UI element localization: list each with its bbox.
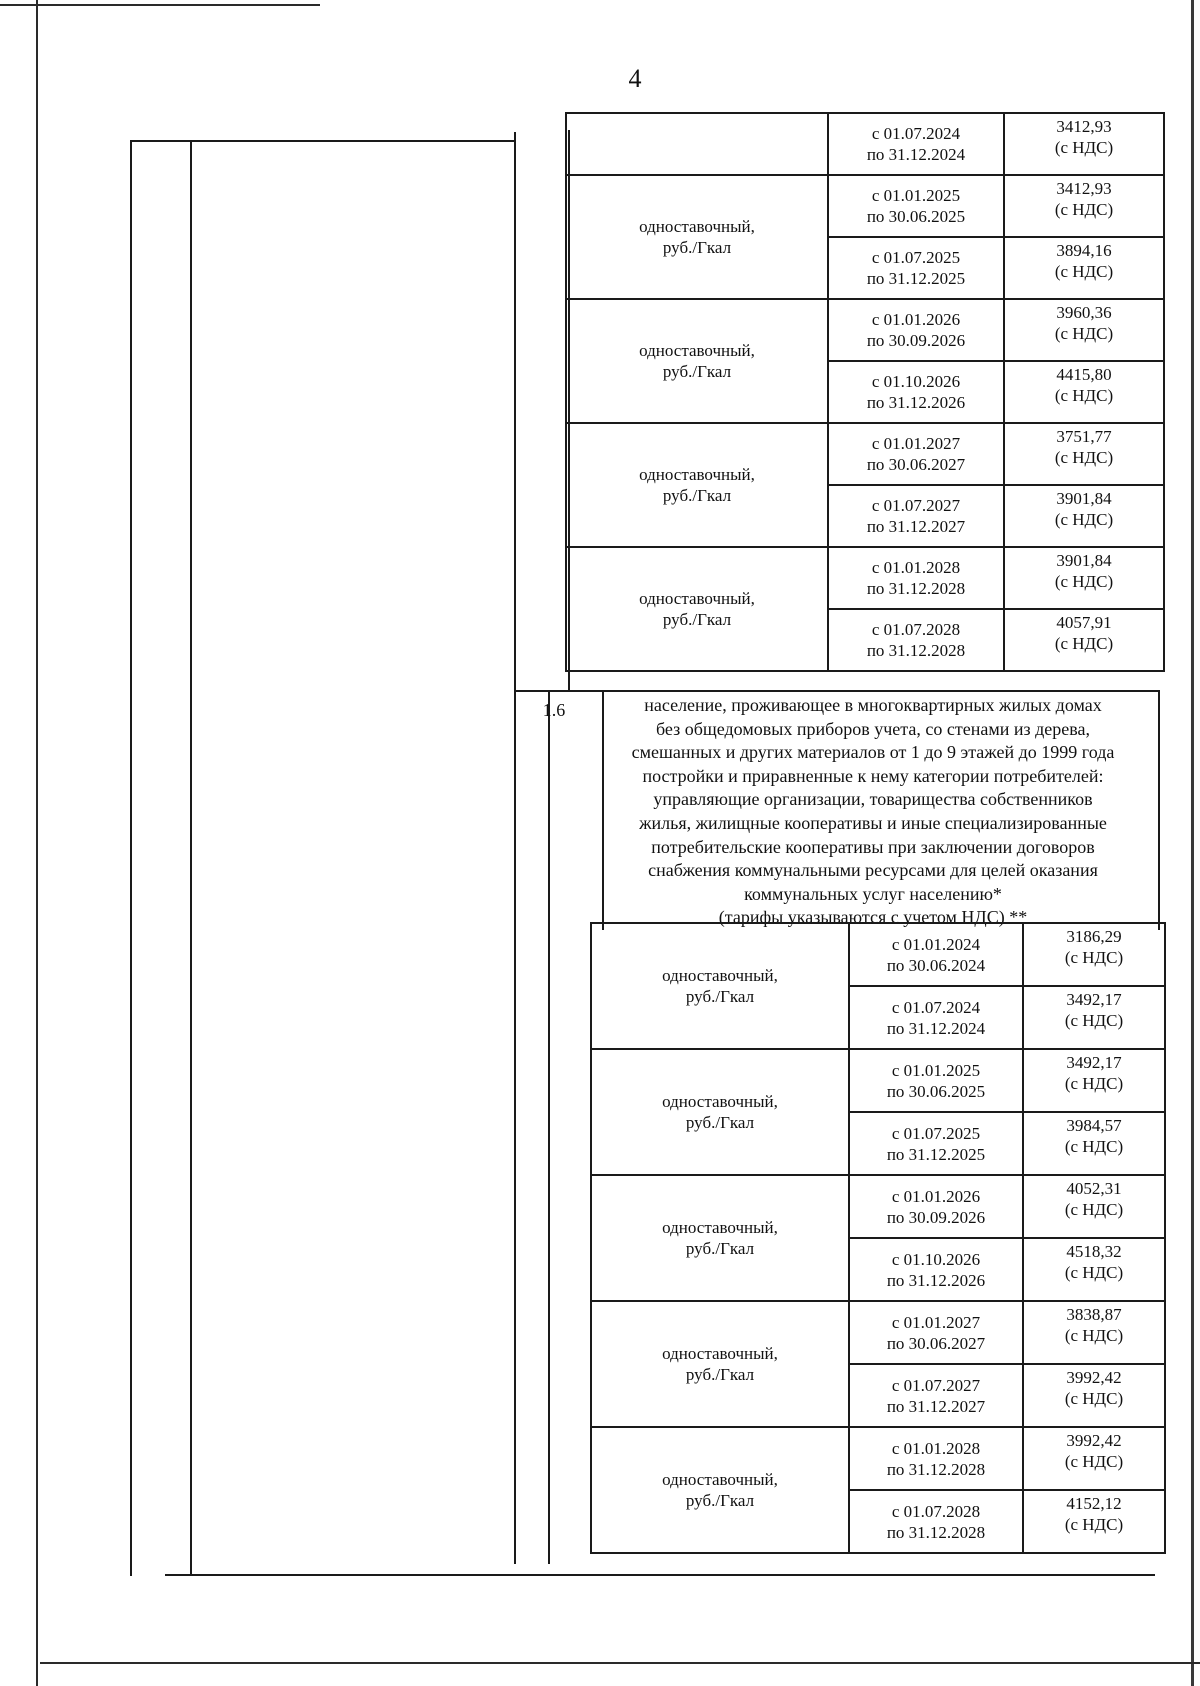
period-cell (849, 1049, 1023, 1112)
section-top-line (514, 690, 1160, 692)
scan-edge-bottom (40, 1662, 1200, 1664)
vat-note: (с НДС) (1064, 1200, 1124, 1219)
period-cell (849, 1238, 1023, 1301)
tariff-type-label: одноставочный, (639, 465, 755, 484)
period-cell (849, 1301, 1023, 1364)
tariff-type-cell (591, 1301, 849, 1427)
price-value: 4057,91 (1056, 613, 1112, 632)
section-description-line: коммунальных услуг населению* (744, 883, 1002, 904)
vat-note: (с НДС) (1054, 386, 1114, 405)
period-to: по 31.12.2027 (866, 517, 966, 536)
vat-note: (с НДС) (1054, 510, 1114, 529)
lower-tariff-table (590, 922, 1166, 1554)
period-from: с 01.01.2026 (871, 310, 961, 329)
period-cell (828, 423, 1004, 485)
price-value: 3901,84 (1056, 551, 1112, 570)
tariff-unit-label: руб./Гкал (685, 1113, 755, 1132)
section-description-line: (тарифы указываются с учетом НДС) ** (718, 907, 1028, 928)
price-value: 3960,36 (1056, 303, 1112, 322)
period-to: по 31.12.2026 (866, 393, 966, 412)
price-cell (1023, 923, 1165, 986)
period-to: по 30.06.2025 (886, 1081, 986, 1101)
vat-note: (с НДС) (1054, 448, 1114, 467)
price-value: 3838,87 (1066, 1305, 1122, 1324)
tariff-type-label: одноставочный, (662, 1218, 778, 1237)
vat-note: (с НДС) (1054, 138, 1114, 157)
page-number: 4 (628, 64, 642, 93)
frame-top-line (130, 140, 515, 142)
price-cell (1023, 1301, 1165, 1364)
period-from: с 01.07.2028 (891, 1501, 981, 1521)
period-cell (828, 609, 1004, 671)
period-to: по 30.09.2026 (866, 331, 966, 350)
period-cell (828, 547, 1004, 609)
table-row (566, 113, 1164, 175)
price-value: 4052,31 (1066, 1179, 1122, 1198)
tariff-type-label: одноставочный, (662, 1344, 778, 1363)
period-to: по 31.12.2024 (866, 145, 966, 164)
tariff-unit-label: руб./Гкал (662, 362, 732, 381)
vat-note: (с НДС) (1064, 1326, 1124, 1345)
price-value: 3751,77 (1056, 427, 1112, 446)
tariff-type-cell (566, 547, 828, 671)
scan-edge-left (36, 0, 38, 1686)
period-from: с 01.07.2025 (891, 1123, 981, 1143)
period-from: с 01.07.2027 (891, 1375, 981, 1395)
tariff-unit-label: руб./Гкал (685, 1491, 755, 1510)
period-cell (828, 175, 1004, 237)
tariff-unit-label: руб./Гкал (685, 1365, 755, 1384)
period-from: с 01.01.2025 (891, 1060, 981, 1080)
vat-note: (с НДС) (1054, 262, 1114, 281)
period-to: по 31.12.2028 (886, 1459, 986, 1479)
table-row (591, 1427, 1165, 1490)
price-cell (1023, 1427, 1165, 1490)
price-cell (1004, 485, 1164, 547)
tariff-unit-label: руб./Гкал (685, 987, 755, 1006)
tariff-type-cell (566, 113, 828, 175)
period-from: с 01.01.2024 (891, 934, 981, 954)
period-cell (828, 113, 1004, 175)
vat-note: (с НДС) (1064, 1389, 1124, 1408)
period-to: по 30.06.2027 (886, 1333, 986, 1353)
frame-col-line-5 (548, 692, 550, 1564)
price-cell (1023, 1238, 1165, 1301)
table-row (566, 299, 1164, 361)
period-from: с 01.01.2028 (871, 558, 961, 577)
section-description-line: управляющие организации, товарищества собственников (653, 789, 1093, 810)
vat-note: (с НДС) (1064, 1011, 1124, 1030)
tariff-unit-label: руб./Гкал (662, 238, 732, 257)
period-to: по 31.12.2028 (866, 641, 966, 660)
vat-note: (с НДС) (1054, 634, 1114, 653)
vat-note: (с НДС) (1064, 1137, 1124, 1156)
vat-note: (с НДС) (1054, 324, 1114, 343)
vat-note: (с НДС) (1054, 200, 1114, 219)
frame-col-line-3 (514, 132, 516, 1564)
tariff-type-cell (566, 299, 828, 423)
price-value: 3186,29 (1066, 927, 1122, 946)
period-cell (828, 237, 1004, 299)
price-cell (1004, 609, 1164, 671)
period-from: с 01.07.2025 (871, 248, 961, 267)
vat-note: (с НДС) (1064, 1452, 1124, 1471)
period-cell (828, 361, 1004, 423)
period-cell (849, 1112, 1023, 1175)
vat-note: (с НДС) (1064, 1074, 1124, 1093)
price-value: 3412,93 (1056, 117, 1112, 136)
period-from: с 01.01.2025 (871, 186, 961, 205)
table-row (566, 423, 1164, 485)
period-cell (849, 1490, 1023, 1553)
price-value: 3492,17 (1066, 1053, 1122, 1072)
tariff-type-cell (566, 175, 828, 299)
period-cell (849, 1364, 1023, 1427)
price-cell (1023, 1049, 1165, 1112)
tariff-type-label: одноставочный, (639, 217, 755, 236)
vat-note: (с НДС) (1064, 1263, 1124, 1282)
table-row (591, 1175, 1165, 1238)
period-to: по 31.12.2025 (886, 1144, 986, 1164)
price-cell (1004, 423, 1164, 485)
price-cell (1023, 1112, 1165, 1175)
vat-note: (с НДС) (1054, 572, 1114, 591)
scan-edge-right (1191, 0, 1194, 1686)
price-cell (1004, 299, 1164, 361)
period-from: с 01.10.2026 (891, 1249, 981, 1269)
tariff-type-label: одноставочный, (639, 341, 755, 360)
price-cell (1004, 547, 1164, 609)
price-value: 3894,16 (1056, 241, 1112, 260)
tariff-type-cell (566, 423, 828, 547)
tariff-type-label: одноставочный, (639, 589, 755, 608)
section-description (590, 694, 1156, 930)
section-description-line: потребительские кооперативы при заключении договоров (651, 836, 1095, 857)
price-cell (1023, 1490, 1165, 1553)
price-cell (1004, 361, 1164, 423)
price-cell (1023, 1175, 1165, 1238)
period-from: с 01.01.2027 (891, 1312, 981, 1332)
period-cell (828, 485, 1004, 547)
period-to: по 31.12.2028 (886, 1522, 986, 1542)
period-to: по 30.06.2024 (886, 955, 986, 975)
price-value: 3992,42 (1066, 1431, 1122, 1450)
period-from: с 01.07.2024 (871, 124, 961, 143)
section-description-line: жилья, жилищные кооперативы и иные специализированные (639, 812, 1107, 833)
tariff-type-cell (591, 1175, 849, 1301)
period-to: по 31.12.2026 (886, 1270, 986, 1290)
tariff-type-cell (591, 1427, 849, 1553)
section-number: 1.6 (542, 700, 566, 720)
price-value: 4518,32 (1066, 1242, 1122, 1261)
frame-bottom-line (165, 1574, 1155, 1576)
tariff-type-label: одноставочный, (662, 966, 778, 985)
table-row (591, 1301, 1165, 1364)
vat-note: (с НДС) (1064, 948, 1124, 967)
tariff-unit-label: руб./Гкал (685, 1239, 755, 1258)
tariff-type-label: одноставочный, (662, 1470, 778, 1489)
period-from: с 01.01.2026 (891, 1186, 981, 1206)
price-value: 4415,80 (1056, 365, 1112, 384)
table-row (566, 175, 1164, 237)
period-from: с 01.10.2026 (871, 372, 961, 391)
period-to: по 30.09.2026 (886, 1207, 986, 1227)
period-cell (849, 1427, 1023, 1490)
price-value: 3984,57 (1066, 1116, 1122, 1135)
tariff-type-cell (591, 923, 849, 1049)
scan-edge-top (0, 4, 320, 6)
price-cell (1004, 237, 1164, 299)
table-row (591, 1049, 1165, 1112)
period-cell (849, 986, 1023, 1049)
section-description-line: смешанных и других материалов от 1 до 9 этажей до 1999 года (631, 742, 1115, 763)
upper-tariff-table (565, 112, 1165, 672)
price-cell (1004, 113, 1164, 175)
period-from: с 01.01.2027 (871, 434, 961, 453)
period-cell (849, 923, 1023, 986)
price-cell (1004, 175, 1164, 237)
period-cell (828, 299, 1004, 361)
table-row (566, 547, 1164, 609)
vat-note: (с НДС) (1064, 1515, 1124, 1534)
tariff-type-label: одноставочный, (662, 1092, 778, 1111)
tariff-type-cell (591, 1049, 849, 1175)
period-to: по 30.06.2025 (866, 207, 966, 226)
section-right-line (1158, 690, 1160, 930)
section-description-line: снабжения коммунальными ресурсами для целей оказания (648, 860, 1098, 881)
period-to: по 30.06.2027 (866, 455, 966, 474)
period-from: с 01.07.2024 (891, 997, 981, 1017)
price-value: 4152,12 (1066, 1494, 1122, 1513)
period-from: с 01.07.2028 (871, 620, 961, 639)
tariff-unit-label: руб./Гкал (662, 486, 732, 505)
period-from: с 01.01.2028 (891, 1438, 981, 1458)
period-to: по 31.12.2027 (886, 1396, 986, 1416)
tariff-unit-label: руб./Гкал (662, 610, 732, 629)
price-value: 3992,42 (1066, 1368, 1122, 1387)
section-description-line: население, проживающее в многоквартирных жилых домах (644, 695, 1102, 715)
price-value: 3492,17 (1066, 990, 1122, 1009)
period-to: по 31.12.2025 (866, 269, 966, 288)
price-value: 3412,93 (1056, 179, 1112, 198)
period-cell (849, 1175, 1023, 1238)
price-cell (1023, 986, 1165, 1049)
period-to: по 31.12.2024 (886, 1018, 986, 1038)
section-description-line: без общедомовых приборов учета, со стенами из дерева, (656, 718, 1090, 739)
period-to: по 31.12.2028 (866, 579, 966, 598)
frame-col-line-1 (130, 140, 132, 1576)
section-description-line: постройки и приравненные к нему категории потребителей: (642, 765, 1104, 786)
table-row (591, 923, 1165, 986)
period-from: с 01.07.2027 (871, 496, 961, 515)
price-cell (1023, 1364, 1165, 1427)
price-value: 3901,84 (1056, 489, 1112, 508)
frame-col-line-2 (190, 140, 192, 1574)
